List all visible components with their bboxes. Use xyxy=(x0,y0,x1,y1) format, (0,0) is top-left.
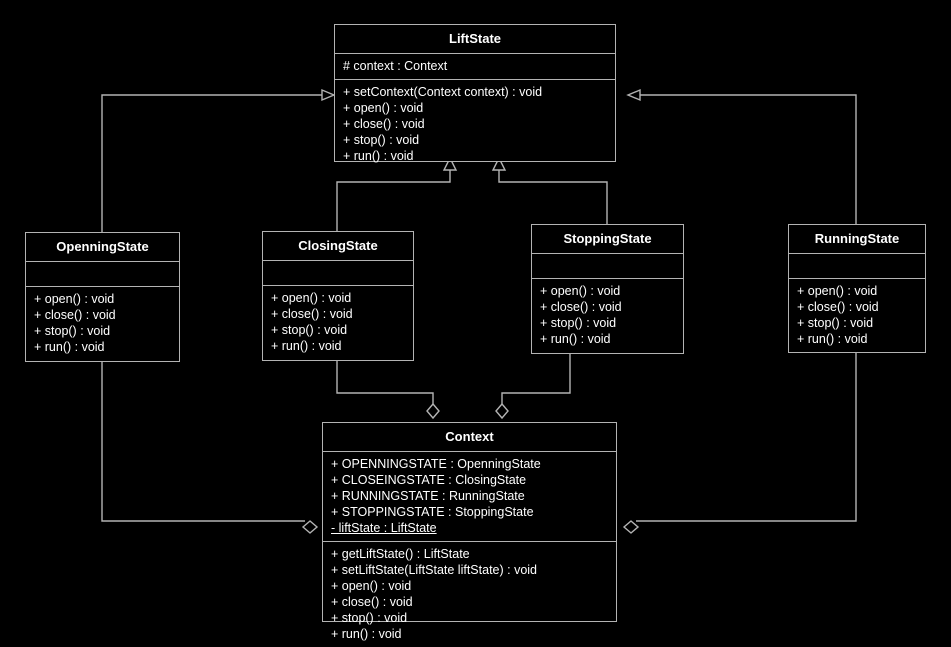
class-attributes xyxy=(532,254,683,279)
class-title: Context xyxy=(323,423,616,452)
class-operation: + run() : void xyxy=(343,149,414,163)
class-attributes xyxy=(335,54,615,80)
class-operation: + stop() : void xyxy=(34,324,111,338)
class-title: StoppingState xyxy=(532,225,683,254)
class-operation: + open() : void xyxy=(540,284,621,298)
class-title: RunningState xyxy=(789,225,925,254)
class-attribute: + CLOSEINGSTATE : ClosingState xyxy=(331,473,527,487)
class-operation: + open() : void xyxy=(271,291,352,305)
class-operation: + stop() : void xyxy=(797,316,874,330)
class-operation: + run() : void xyxy=(34,340,105,354)
class-operation: + close() : void xyxy=(271,307,353,321)
class-attribute: # context : Context xyxy=(343,59,448,73)
class-title: LiftState xyxy=(335,25,615,54)
class-attributes xyxy=(26,262,179,287)
uml-class-closingstate[interactable] xyxy=(262,231,414,361)
class-attributes xyxy=(263,261,413,286)
class-operation: + setLiftState(LiftState liftState) : void xyxy=(331,563,538,577)
class-attributes xyxy=(323,452,616,542)
class-operation: + close() : void xyxy=(34,308,116,322)
class-operations xyxy=(323,542,616,647)
uml-class-context[interactable] xyxy=(322,422,617,641)
class-operation: + getLiftState() : LiftState xyxy=(331,547,470,561)
class-title: OpenningState xyxy=(26,233,179,262)
class-operations xyxy=(532,279,683,352)
uml-class-stoppingstate[interactable] xyxy=(531,224,684,354)
uml-class-liftstate[interactable] xyxy=(334,24,616,162)
uml-class-runningstate[interactable] xyxy=(788,224,926,353)
class-attribute: - liftState : LiftState xyxy=(331,521,437,535)
class-title: ClosingState xyxy=(263,232,413,261)
class-attribute: + STOPPINGSTATE : StoppingState xyxy=(331,505,534,519)
class-operation: + run() : void xyxy=(540,332,611,346)
class-operation: + close() : void xyxy=(797,300,879,314)
class-operation: + stop() : void xyxy=(331,611,408,625)
class-operations xyxy=(26,287,179,360)
class-attributes xyxy=(789,254,925,279)
class-attribute: + OPENNINGSTATE : OpenningState xyxy=(331,457,541,471)
uml-class-openningstate[interactable] xyxy=(25,232,180,362)
class-operation: + setContext(Context context) : void xyxy=(343,85,543,99)
class-operation: + run() : void xyxy=(271,339,342,353)
class-operation: + run() : void xyxy=(797,332,868,346)
class-operation: + stop() : void xyxy=(540,316,617,330)
class-operations xyxy=(789,279,925,352)
class-operation: + open() : void xyxy=(331,579,412,593)
class-attribute: + RUNNINGSTATE : RunningState xyxy=(331,489,525,503)
class-operations xyxy=(263,286,413,359)
class-operation: + close() : void xyxy=(540,300,622,314)
class-operation: + open() : void xyxy=(343,101,424,115)
class-operation: + close() : void xyxy=(331,595,413,609)
class-operation: + close() : void xyxy=(343,117,425,131)
class-operation: + open() : void xyxy=(34,292,115,306)
class-operation: + open() : void xyxy=(797,284,878,298)
class-operation: + stop() : void xyxy=(343,133,420,147)
class-operation: + stop() : void xyxy=(271,323,348,337)
class-operation: + run() : void xyxy=(331,627,402,641)
class-operations xyxy=(335,80,615,169)
